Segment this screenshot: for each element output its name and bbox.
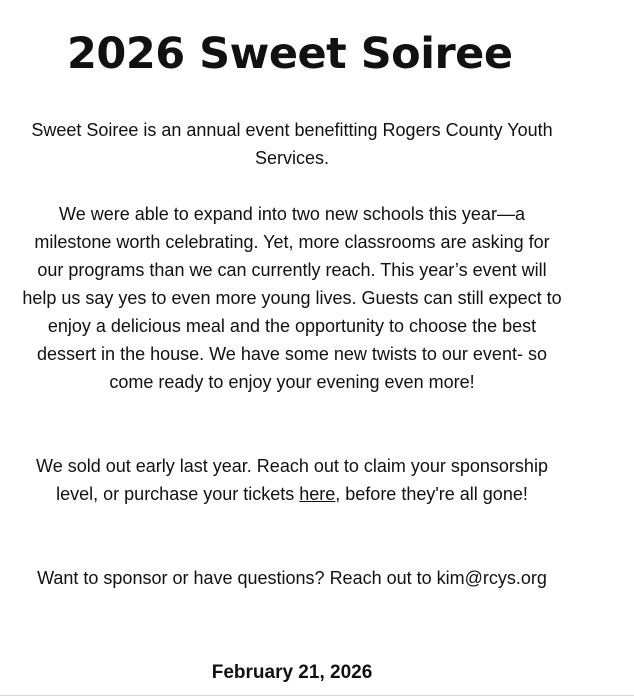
- event-date: February 21, 2026: [211, 662, 373, 683]
- description-paragraph: We were able to expand into two new schools this year—a milestone worth celebrating. Yet, more classrooms are asking for our programs than we can currently reach. This year’s event will help us say yes to even more young lives. Guests can still expect to enjoy a delicious meal and the opportunity to choose the best dessert in the house. We have some new twists to our event- so come ready to enjoy your evening even more!: [22, 204, 562, 392]
- contact-paragraph: Want to sponsor or have questions? Reach out to kim@rcys.org: [37, 568, 547, 588]
- tickets-here-link[interactable]: here: [299, 484, 336, 504]
- tickets-text-after-link: , before they're all gone!: [335, 484, 528, 504]
- intro-paragraph: Sweet Soiree is an annual event benefitting Rogers County Youth Services.: [31, 120, 553, 168]
- page-title: 2026 Sweet Soiree: [67, 29, 513, 79]
- tickets-text-before-link: We sold out early last year. Reach out to claim your sponsorship level, or purchase your tickets: [36, 456, 548, 504]
- tickets-paragraph: [22, 452, 562, 508]
